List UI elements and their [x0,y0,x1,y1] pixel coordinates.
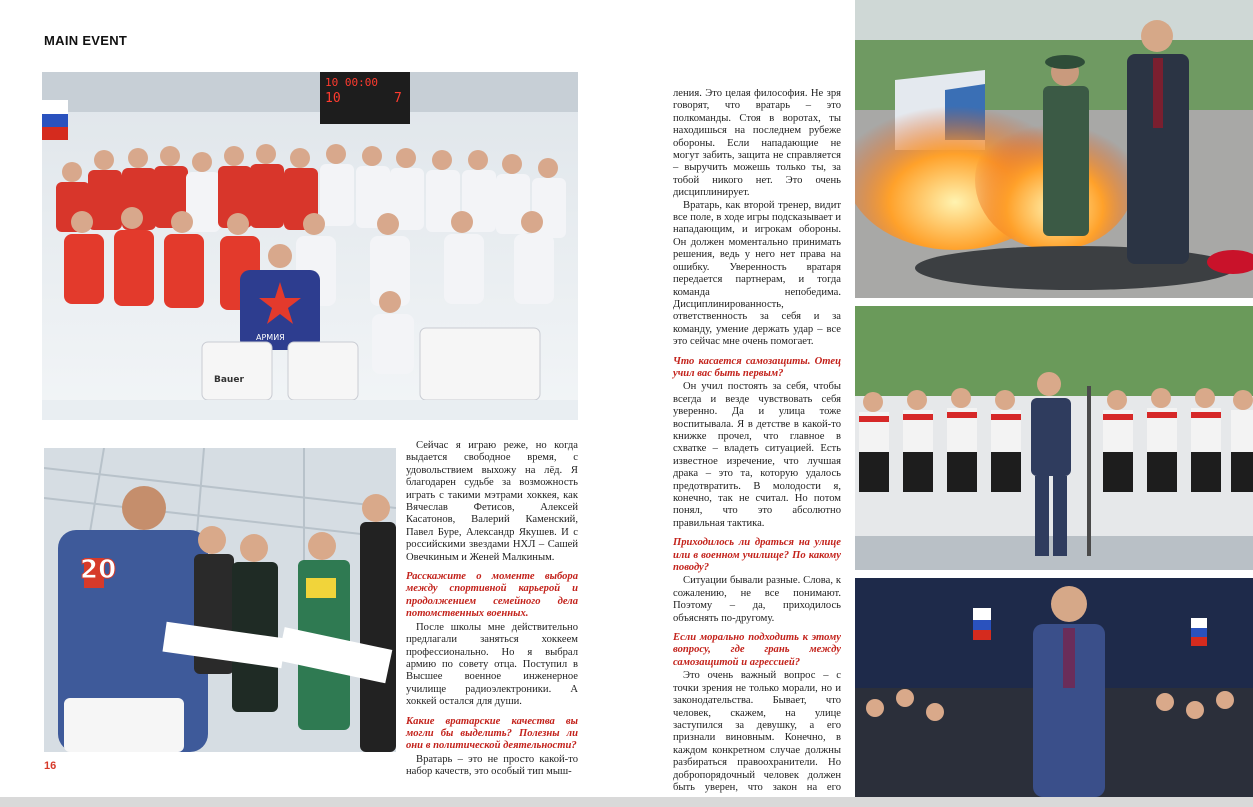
article-paragraph: Это очень важный вопрос – с точки зрения не только морали, но и законодательства. Бывает, что человек, скажем, на улице заступился за девушку, а его признали виновным. Конечно, в каждом конкретном случае должны разбираться правоохранители. Но добропорядочный человек должен быть уверен, что закон на его [673,670,841,793]
page-gutter [853,0,855,797]
article-paragraph: Сейчас я играю реже, но когда выдается свободное время, с удовольствием выхожу на лёд. Я благодарен судьбе за возможность играть с такими мэтрами хоккея, как Вячеслав Фетисов, Алексей Касатонов, Валерий Каменский, Павел Буре, Александр Якушев. И с российскими звездами НХЛ – Сашей Овечкиным и Женей Малкиным. [406,440,578,563]
crowd-photo [855,578,1253,797]
cyclists-photo [855,306,1253,570]
jersey-number: 20 [80,555,117,585]
interview-question: Какие вратарские качества вы могли бы выделить? Полезны ли они в политической деятельности? [406,715,578,752]
page-edge-shadow [0,797,1253,807]
scoreboard-right: 7 [394,91,402,106]
goalie-pad-brand: Bauer [214,375,244,385]
article-column-right [673,88,841,807]
section-title: MAIN EVENT [44,33,128,48]
interview-question: Расскажите о моменте выбора между спортивной карьерой и продолжением семейного дела потомственных военных. [406,571,578,620]
article-paragraph: Он учил постоять за себя, чтобы всегда и везде чувствовать себя уверенно. Да и улица тоже воспитывала. Я в детстве в какой-то книжке прочел, что главное в схватке – владеть ситуацией. Есть известное изречение, что лучшая драка – это та, которую удалось предотвратить. В молодости я, конечно, так не считал. Но потом понял, что это абсолютно правильная тактика. [673,381,841,529]
article-paragraph: После школы мне действительно предлагали заняться хоккеем профессионально. Но я выбрал армию по совету отца. Поступил в Высшее военное инженерное училище радиоэлектроники. А хоккей остался для души. [406,621,578,708]
scoreboard-time: 10 00:00 [325,76,378,89]
article-paragraph: Вратарь, как второй тренер, видит все поле, в ходе игры подсказывает и нападающим, и игрокам обороны. Он должен моментально принимать решения, ведь у него нет права на ошибку. Уверенность вратаря передается партнерам, и тогда команда непобедима. Дисциплинированность, ответственность за себя и за команду, умение держать удар – все это сейчас мне очень помогает. [673,199,841,348]
jersey-text: АРМИЯ [256,333,285,342]
article-paragraph: Ситуации бывали разные. Слова, к сожалению, не все понимают. Поэтому – да, приходилось объяснять по-другому. [673,575,841,624]
autograph-illustration [44,448,396,752]
cyclists-illustration [855,306,1253,570]
page-number: 16 [44,760,57,772]
scoreboard-left: 10 [325,91,341,106]
interview-question: Если морально подходить к этому вопросу, где грань между самозащитой и агрессией? [673,632,841,668]
hockey-team-photo [42,72,578,420]
article-paragraph: ления. Это целая философия. Не зря говорят, что вратарь – это полкоманды. Стоя в воротах, ты находишься на последнем рубеже обороны. Если нападающие не могут забить, защита не справляется – выручить можешь только ты, за тобой никого нет. Это очень дисциплинирует. [673,88,841,199]
interview-question: Приходилось ли драться на улице или в военном училище? По какому поводу? [673,537,841,574]
crowd-illustration [855,578,1253,797]
article-paragraph: Вратарь – это не просто какой-то набор качеств, это особый тип мыш- [406,753,578,778]
memorial-photo [855,0,1253,298]
hockey-team-illustration [42,72,578,420]
autograph-photo [44,448,396,752]
memorial-illustration [855,0,1253,298]
interview-question: Что касается самозащиты. Отец учил вас быть первым? [673,355,841,379]
article-column-left [406,440,578,779]
